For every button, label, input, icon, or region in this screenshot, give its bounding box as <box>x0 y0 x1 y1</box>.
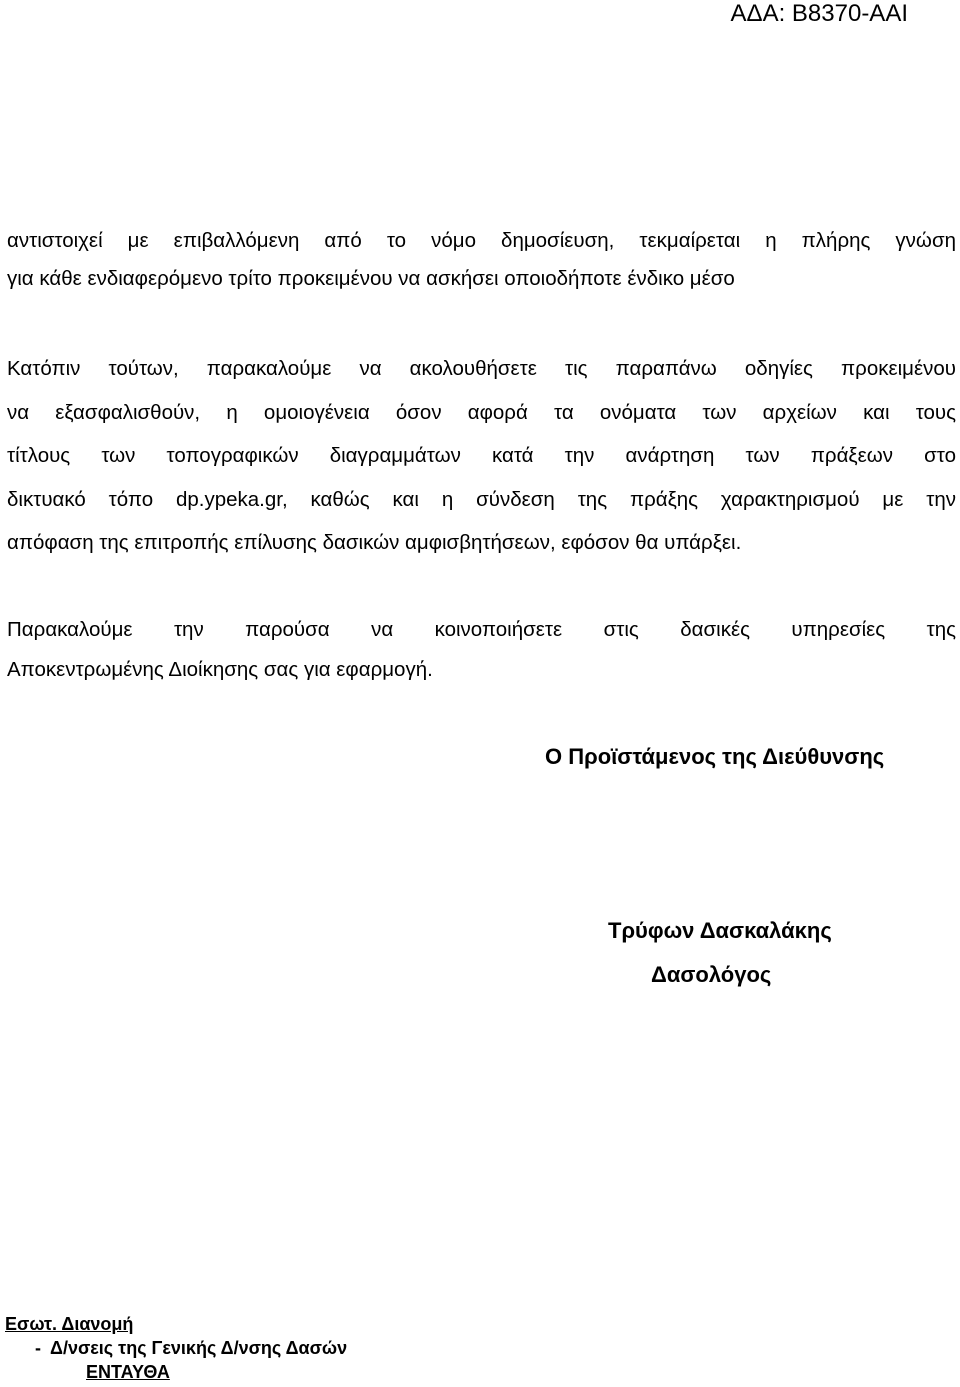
signature-name: Τρύφων Δασκαλάκης <box>608 918 832 943</box>
distribution-item <box>5 1336 347 1360</box>
ada-code: ΑΔΑ: Β8370-ΑΑΙ <box>730 0 908 27</box>
paragraph-line: να εξασφαλισθούν, η ομοιογένεια όσον αφορά τα ονόματα των αρχείων και τους <box>7 400 956 424</box>
paragraph-line: Αποκεντρωμένης Διοίκησης σας για εφαρμογή. <box>7 658 433 681</box>
paragraph-line: Παρακαλούμε την παρούσα να κοινοποιήσετε στις δασικές υπηρεσίες της <box>7 618 956 641</box>
paragraph-line: αντιστοιχεί με επιβαλλόμενη από το νόμο δημοσίευση, τεκμαίρεται η πλήρης γνώση <box>7 229 956 252</box>
paragraph-line: Κατόπιν τούτων, παρακαλούμε να ακολουθήσετε τις παραπάνω οδηγίες προκειμένου <box>7 357 956 380</box>
paragraph-notification <box>7 610 956 690</box>
paragraph-line: απόφαση της επιτροπής επίλυσης δασικών αμφισβητήσεων, εφόσον θα υπάρξει. <box>7 531 742 554</box>
signature-role: Δασολόγος <box>651 962 772 987</box>
paragraph-instructions <box>7 347 956 565</box>
distribution-sub: ΕΝΤΑΥΘΑ <box>86 1362 170 1382</box>
paragraph-publication <box>7 222 956 298</box>
paragraph-line: δικτυακό τόπο dp.ypeka.gr, καθώς και η σύνδεση της πράξης χαρακτηρισμού με την <box>7 487 956 511</box>
paragraph-line: τίτλους των τοπογραφικών διαγραμμάτων κατά την ανάρτηση των πράξεων στο <box>7 444 956 467</box>
paragraph-line: για κάθε ενδιαφερόμενο τρίτο προκειμένου να ασκήσει οποιοδήποτε ένδικο μέσο <box>7 267 735 290</box>
list-dash: - <box>35 1338 41 1358</box>
signature-title: Ο Προϊστάμενος της Διεύθυνσης <box>545 744 885 769</box>
distribution-item-label: Δ/νσεις της Γενικής Δ/νσης Δασών <box>50 1338 348 1358</box>
distribution-title: Εσωτ. Διανομή <box>5 1314 134 1334</box>
